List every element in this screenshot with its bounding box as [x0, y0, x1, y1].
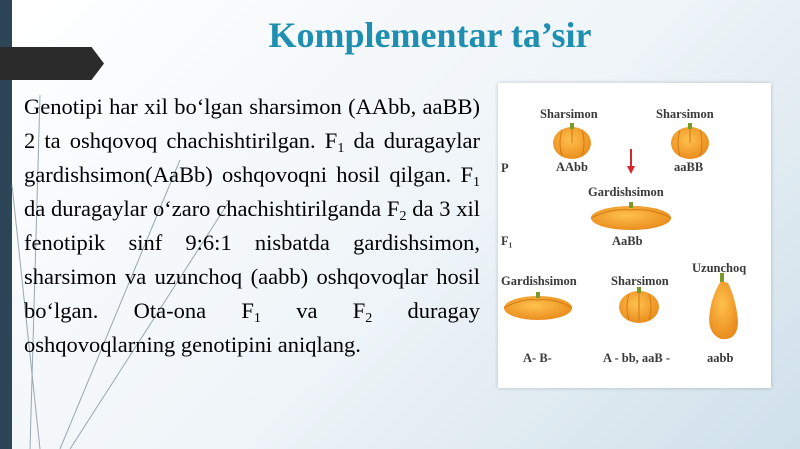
- label-genotype-3: aabb: [707, 351, 734, 365]
- label-aabb-right: aaBB: [674, 160, 704, 174]
- disc-pumpkin-f2: [504, 292, 572, 320]
- label-aabb-f1: AaBb: [612, 234, 643, 248]
- label-f1: F₁: [501, 234, 513, 248]
- round-pumpkin-p-left: [553, 123, 591, 159]
- label-uzunchoq: Uzunchoq: [692, 261, 747, 275]
- label-gardishsimon-f2: Gardishsimon: [501, 274, 577, 288]
- elongated-pumpkin-f2: [709, 273, 738, 339]
- slide-tab-marker: [0, 47, 104, 80]
- slide-title: Komplementar ta’sir: [268, 15, 592, 55]
- round-pumpkin-f2: [619, 287, 659, 323]
- label-sharsimon-f2: Sharsimon: [611, 274, 669, 288]
- label-aabb-left: AAbb: [556, 160, 588, 174]
- label-genotype-2: A - bb, aaB -: [603, 351, 671, 365]
- cross-arrow: [627, 149, 635, 174]
- task-paragraph: Genotipi har xil bo‘lgan sharsimon (AAbb, aaBB) 2 ta oshqovoq chachishtirilgan. $F_1$ da duragaylar gardishsimon(AaBb) oshqovoqni hosil qilgan. $F_1$ da duragaylar o‘zaro chachishtirilganda $F_2$ da 3 xil fenotipik sinf 9:6:1 nisbatda gardishsimon, sharsimon va uzunchoq (aabb) oshqovoqlar hosil bo‘lgan. Ota-ona $F_1$ va $F_2$ duragay oshqovoqlarning genotipini aniqlang.: [24, 94, 481, 357]
- disc-pumpkin-f1: [591, 202, 671, 230]
- round-pumpkin-p-right: [671, 123, 709, 159]
- label-genotype-1: A- B-: [523, 351, 552, 365]
- label-sharsimon-left: Sharsimon: [540, 107, 598, 121]
- pumpkin-cross-figure: [498, 83, 771, 388]
- label-p: P: [501, 161, 509, 175]
- label-sharsimon-right: Sharsimon: [656, 107, 714, 121]
- label-gardishsimon-f1: Gardishsimon: [588, 185, 664, 199]
